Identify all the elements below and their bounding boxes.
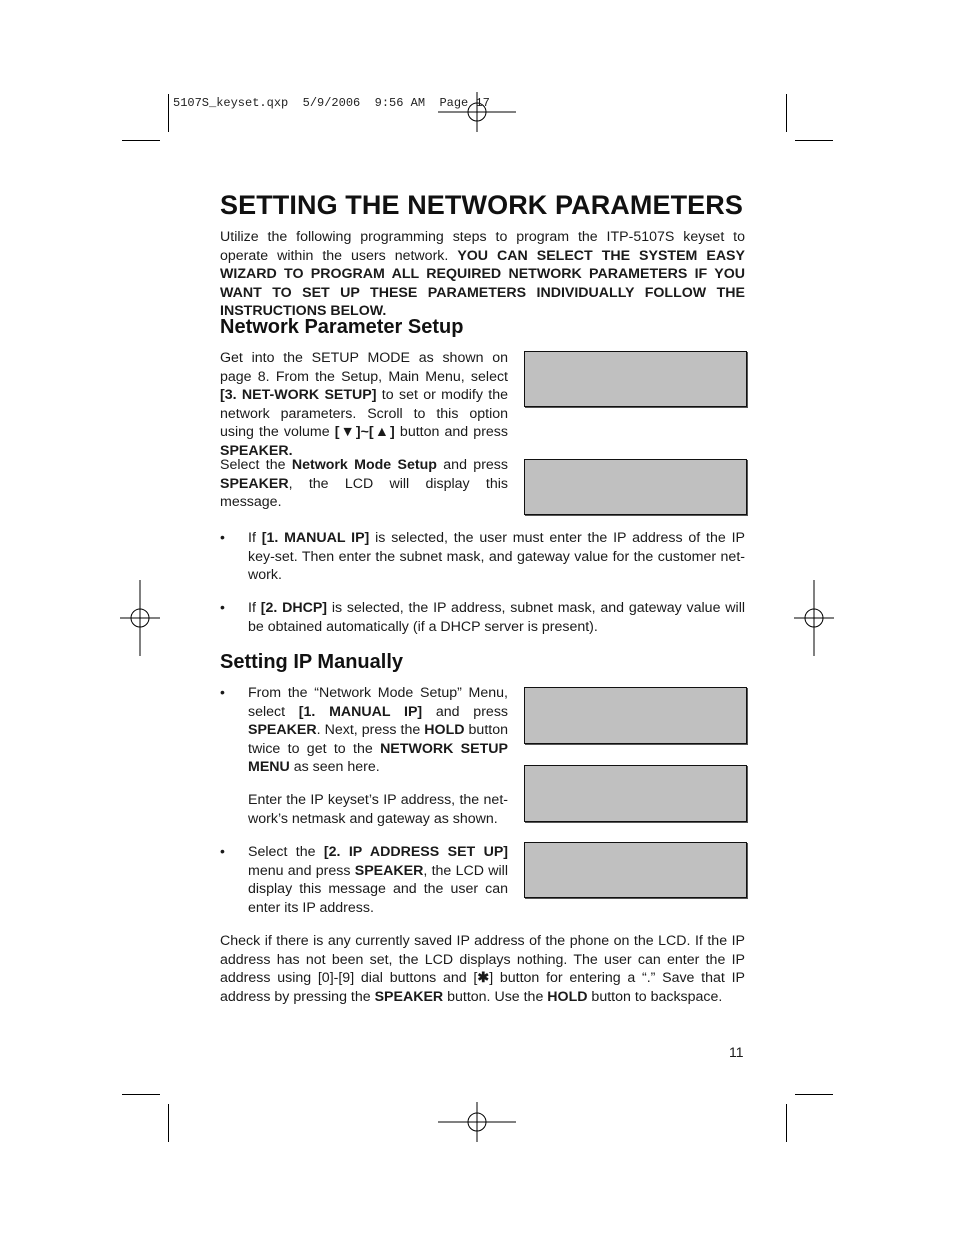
page-title: SETTING THE NETWORK PARAMETERS: [220, 190, 744, 220]
text: ] button for entering a “.” Save that IP address by pressing the: [220, 970, 745, 1005]
crop-mark: [786, 94, 787, 132]
text: If: [248, 530, 262, 546]
text: as seen here.: [289, 759, 380, 776]
text: and press: [422, 703, 509, 720]
lcd-display: [524, 459, 747, 515]
text: button. Use the: [443, 988, 548, 1005]
list-item: [248, 684, 508, 777]
crop-mark: [786, 1104, 787, 1142]
text: If: [248, 600, 261, 616]
network-setup-instructions: [220, 349, 508, 461]
text: , the LCD will display this message.: [220, 475, 508, 511]
text: , the LCD will display this message and the user can enter its IP address.: [248, 862, 508, 916]
speaker-key: SPEAKER.: [220, 442, 293, 459]
menu-option: [1. MANUAL IP]: [298, 703, 423, 720]
menu-option: [1. MANUAL IP]: [261, 530, 370, 546]
menu-option: [3. NET-WORK SETUP]: [220, 387, 377, 404]
registration-mark-icon: [120, 580, 160, 656]
text: Select the: [220, 457, 292, 473]
text: Select the: [248, 844, 324, 860]
text: From the “Network Mode Setup” Menu, select: [248, 685, 508, 720]
bullet-icon: •: [220, 684, 225, 700]
lcd-display: [524, 687, 747, 744]
crop-mark: [795, 1094, 833, 1095]
text: button and press: [394, 424, 508, 441]
lcd-display: [524, 842, 747, 898]
text: is selected, the IP address, subnet mask, and gateway value will be obtained automatically (if a DHCP server is present).: [248, 600, 745, 635]
hold-key: HOLD: [424, 722, 465, 739]
crop-mark: [168, 94, 169, 132]
intro-text: Utilize the following programming steps to program the ITP-5107S keyset to operate within the users network.: [220, 229, 745, 264]
star-key-icon: ✱: [477, 970, 490, 987]
crop-mark: [122, 1094, 160, 1095]
menu-option: Network Mode Setup: [291, 457, 437, 473]
text: button to backspace.: [587, 988, 723, 1005]
volume-keys: [▼]~[▲]: [334, 424, 395, 441]
menu-option: [2. DHCP]: [260, 600, 328, 616]
hold-key: HOLD: [547, 988, 588, 1005]
intro-bold-text: YOU CAN SELECT THE SYSTEM EASY WIZARD TO PROGRAM ALL REQUIRED NETWORK PARAMETERS IF YOU WANT TO SET UP THESE PARAMETERS INDIVIDUALLY FOLLOW THE INSTRUCTIONS BELOW.: [220, 247, 745, 320]
crop-mark: [795, 140, 833, 141]
text: . Next, press the: [316, 722, 425, 739]
text: Get into the SETUP MODE as shown on page 8. From the Setup, Main Menu, select: [220, 350, 508, 385]
bullet-icon: •: [220, 599, 225, 615]
menu-option: [2. IP ADDRESS SET UP]: [323, 844, 509, 860]
page-number: 11: [729, 1044, 744, 1060]
registration-mark-icon: [794, 580, 834, 656]
list-item: [248, 843, 508, 917]
list-item: [248, 529, 745, 585]
lcd-display: [524, 351, 747, 407]
print-slug: 5107S_keyset.qxp 5/9/2006 9:56 AM Page 17: [173, 96, 490, 110]
text: and press: [436, 457, 508, 473]
bullet-icon: •: [220, 529, 225, 545]
menu-option: NETWORK SETUP MENU: [248, 740, 508, 776]
closing-paragraph: [220, 932, 745, 1006]
ip-entry-instructions: Enter the IP keyset’s IP address, the net-work’s netmask and gateway as shown.: [248, 792, 508, 827]
lcd-display: [524, 765, 747, 822]
speaker-key: SPEAKER: [374, 988, 444, 1005]
crop-mark: [168, 1104, 169, 1142]
text: menu and press: [248, 862, 355, 879]
list-item: [248, 599, 745, 636]
crop-mark: [122, 140, 160, 141]
intro-paragraph: [220, 228, 745, 321]
section-heading-network-parameter-setup: Network Parameter Setup: [220, 316, 464, 338]
text: button twice to get to the: [248, 722, 508, 757]
text: to set or modify the network parameters. Scroll to this option using the volume: [220, 387, 509, 441]
speaker-key: SPEAKER: [248, 722, 317, 739]
speaker-key: SPEAKER: [220, 475, 289, 492]
bullet-icon: •: [220, 843, 225, 859]
text: is selected, the user must enter the IP address of the IP key-set. Then enter the subnet mask, and gateway value for the customer net-work.: [248, 530, 745, 584]
section-heading-setting-ip-manually: Setting IP Manually: [220, 651, 403, 673]
network-mode-instructions: [220, 456, 508, 512]
speaker-key: SPEAKER: [354, 862, 424, 879]
text: Check if there is any currently saved IP address of the phone on the LCD. If the IP address has not been set, the LCD displays nothing. The user can enter the IP address using [0]-[9] dial buttons and [: [220, 933, 745, 987]
registration-mark-icon: [438, 1102, 516, 1142]
